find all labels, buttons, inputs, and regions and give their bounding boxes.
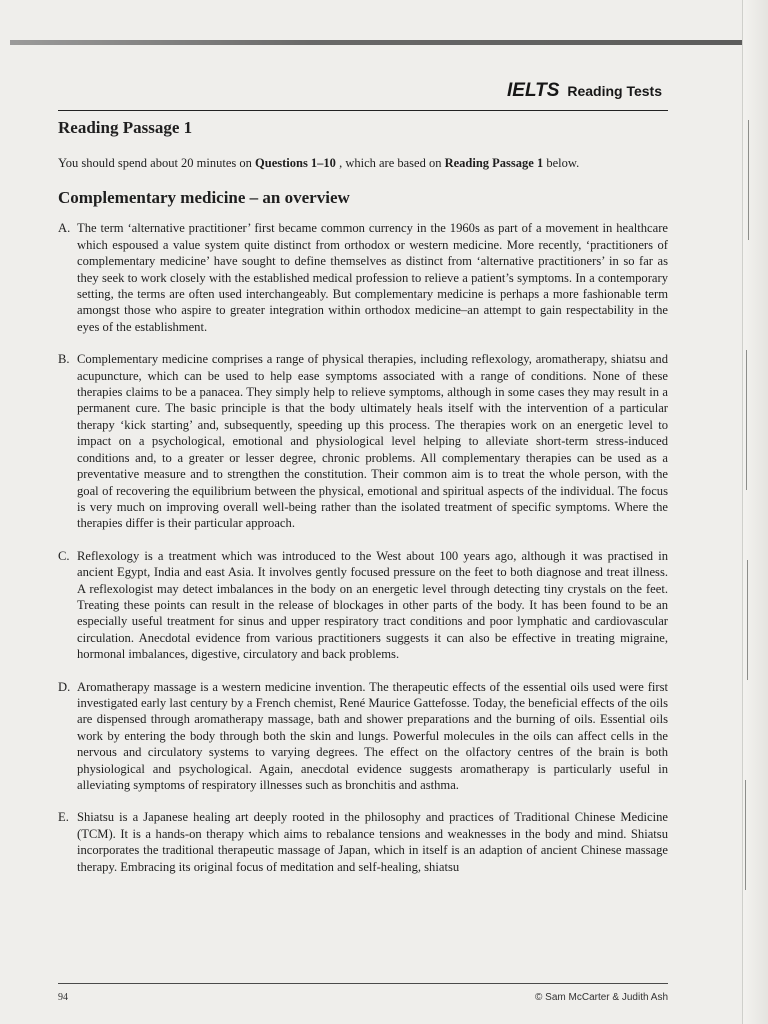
paragraph-text: Reflexology is a treatment which was introduced to the West about 100 years ago, although it was practised in ancient Egypt, India and east Asia. It involves gently focused pressure on the feet to both diagnose and treat illness. A reflexologist may detect imbalances in the body on an energetic level through detecting tiny crystals on the feet. Treating these points can result in the release of blockages in other parts of the body. It has been found to be an especially useful treatment for sinus and upper respiratory tract conditions and poor lymphatic and cardiovascular circulation. Anecdotal evidence from various practitioners suggests it can also be effective in treating migraine, hormonal imbalances, digestive, circulatory and back problems. [77,548,668,662]
passage-body [58,220,668,875]
passage-title: Complementary medicine – an overview [58,188,350,208]
paragraph-text: Complementary medicine comprises a range of physical therapies, including reflexology, aromatherapy, shiatsu and acupuncture, which can be used to help ease symptoms associated with a range of conditions. None of these therapies claims to be a panacea. They simply help to relieve symptoms, although in some cases they may result in a permanent cure. The basic principle is that the body ultimately heals itself with the intervention of a particular therapy ‘kick starting’ and, subsequently, speeding up this process. The therapies work on an energetic level to impact on a psychological, emotional and physiological level helping to alleviate short-term stress-induced conditions and, to a greater or lesser degree, chronic problems. All complementary therapies can be used as a preventative measure and to strengthen the constitution. Their common aim is to treat the whole person, with the goal of recovering the equilibrium between the physical, emotional and spiritual aspects of the individual. The focus is very much on improving overall well-being rather than the isolated treatment of specific symptoms. Where the therapies differ is their particular approach. [77,352,668,531]
paragraph-d [58,679,668,794]
paragraph-text: The term ‘alternative practitioner’ first became common currency in the 1960s as part of a movement in healthcare which espoused a value system quite distinct from orthodox or western medicine. More recently, ‘practitioners of complementary medicine’ have sought to define themselves as distinct from ‘alternative practitioners’ in so far as they seek to work closely with the established medical profession to relieve a patient’s symptoms. In a contemporary setting, the terms are often used interchangeably. But complementary medicine is perhaps a more fashionable term amongst those who aspire to greater integration within orthodox medicine–an attempt to gain respectability in the eyes of the establishment. [77,221,668,334]
scan-top-edge [10,40,760,45]
section-title: Reading Passage 1 [58,118,193,137]
paragraph-letter: A. [58,221,71,236]
header-brand: IELTS [507,80,560,101]
page-number: 94 [58,992,68,1003]
footer-divider [58,983,668,984]
paragraph-text: Aromatherapy massage is a western medicine invention. The therapeutic effects of the essential oils used were first investigated early last century by a French chemist, René Maurice Gattefosse. Today, the beneficial effects of the oils are dispensed through aromatherapy massage, bath and shower preparations and the burning of oils. Essential oils work by entering the body through both the skin and lungs. Powerful molecules in the oils can affect cells in the nervous and circulatory systems to varying degrees. The effect on the olfactory centres of the brain is both physiological and psychological. Again, anecdotal evidence suggests aromatherapy is particularly useful in alleviating symptoms of respiratory illnesses such as bronchitis and asthma. [77,679,668,792]
instruction-prefix: You should spend about 20 minutes on [58,156,256,171]
paragraph-text: Shiatsu is a Japanese healing art deeply rooted in the philosophy and practices of Traditional Chinese Medicine (TCM). It is a hands-on therapy which aims to rebalance tensions and weaknesses in the body and mind. Shiatsu incorporates the traditional therapeutic massage of Japan, which in itself is an adaption of ancient Chinese massage therapy. Embracing its original focus of meditation and self-healing, shiatsu [77,810,668,874]
header-title [507,80,662,102]
instruction-middle: , which are based on [339,156,445,171]
passage-instruction [58,156,668,172]
paragraph-e [58,809,668,875]
page-header [58,80,668,111]
paragraph-a [58,220,668,335]
copyright: © Sam McCarter & Judith Ash [535,992,668,1003]
paragraph-b [58,351,668,531]
instruction-passage: Reading Passage 1 [444,156,544,171]
header-series: Reading Tests [567,83,662,99]
instruction-questions: Questions 1–10 [255,156,336,171]
paragraph-letter: C. [58,548,70,563]
paragraph-letter: E. [58,810,69,825]
scan-mark [748,120,749,240]
document-content [58,118,668,891]
instruction-suffix: below. [546,156,580,171]
paragraph-letter: B. [58,352,70,367]
paragraph-letter: D. [58,679,71,694]
scan-mark [747,560,748,680]
scan-mark [746,350,747,490]
paragraph-c [58,548,668,663]
scan-mark [745,780,746,890]
